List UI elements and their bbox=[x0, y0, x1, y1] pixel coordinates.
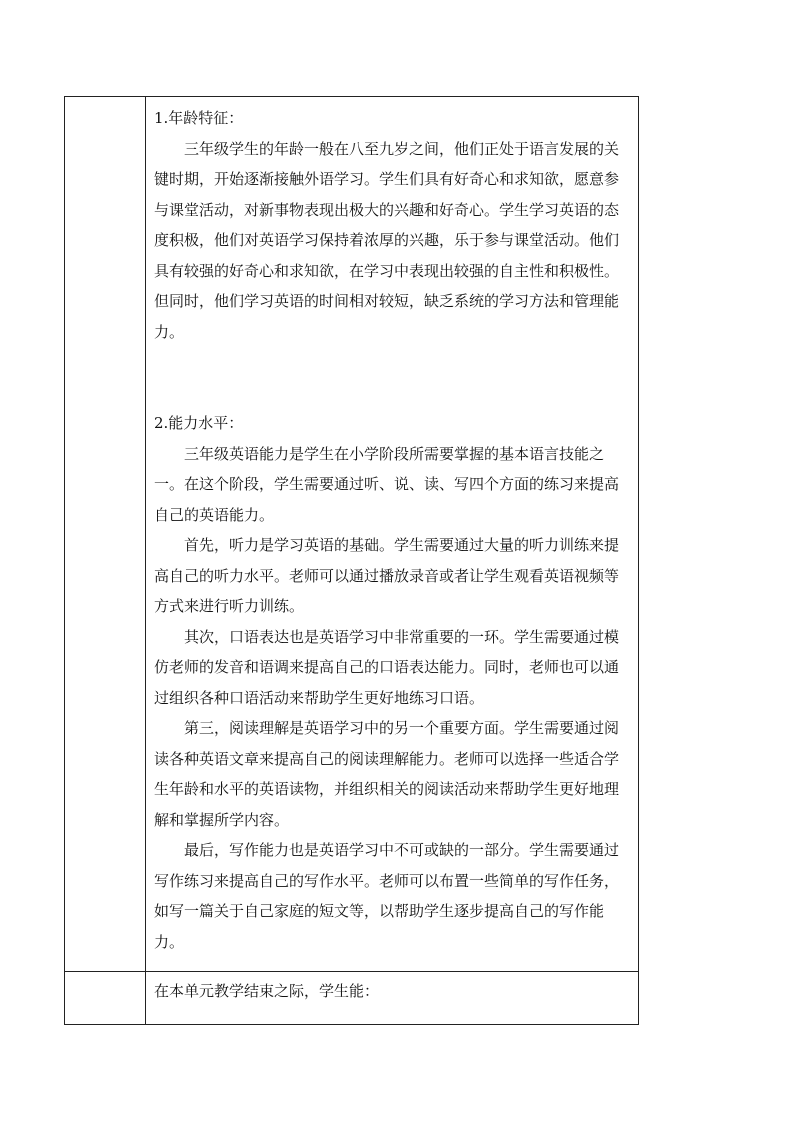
table-row-student-analysis bbox=[65, 97, 639, 972]
row-content-cell-objectives bbox=[146, 972, 639, 1025]
lesson-plan-table bbox=[64, 96, 639, 1025]
section-heading-ability: 2.能力水平： bbox=[154, 414, 244, 432]
row-label-cell bbox=[65, 97, 146, 972]
paragraph-ability-writing: 最后，写作能力也是英语学习中不可或缺的一部分。学生需要通过写作练习来提高自己的写作水平。老师可以布置一些简单的写作任务，如写一篇关于自己家庭的短文等，以帮助学生逐步提高自己的写作能力。 bbox=[154, 841, 620, 951]
row-content-cell bbox=[146, 97, 639, 972]
objectives-text: 在本单元教学结束之际，学生能： bbox=[154, 982, 380, 1000]
section-heading-age: 1.年龄特征： bbox=[154, 109, 244, 127]
paragraph-ability-speaking: 其次，口语表达也是英语学习中非常重要的一环。学生需要通过模仿老师的发音和语调来提高自己的口语表达能力。同时，老师也可以通过组织各种口语活动来帮助学生更好地练习口语。 bbox=[154, 627, 620, 707]
paragraph-ability-listening: 首先，听力是学习英语的基础。学生需要通过大量的听力训练来提高自己的听力水平。老师可以通过播放录音或者让学生观看英语视频等方式来进行听力训练。 bbox=[154, 536, 620, 615]
row-label-cell-empty bbox=[65, 972, 146, 1025]
paragraph-age-1: 三年级学生的年龄一般在八至九岁之间，他们正处于语言发展的关键时期，开始逐渐接触外语学习。学生们具有好奇心和求知欲，愿意参与课堂活动，对新事物表现出极大的兴趣和好奇心。学生学习英语的态度积极，他们对英语学习保持着浓厚的兴趣，乐于参与课堂活动。他们具有较强的好奇心和求知欲，在学习中表现出较强的自主性和积极性。但同时，他们学习英语的时间相对较短，缺乏系统的学习方法和管理能力。 bbox=[154, 139, 620, 341]
paragraph-ability-reading: 第三，阅读理解是英语学习中的另一个重要方面。学生需要通过阅读各种英语文章来提高自己的阅读理解能力。老师可以选择一些适合学生年龄和水平的英语读物，并组织相关的阅读活动来帮助学生更好地理解和掌握所学内容。 bbox=[154, 719, 620, 829]
blank-spacer bbox=[154, 347, 630, 408]
paragraph-ability-1: 三年级英语能力是学生在小学阶段所需要掌握的基本语言技能之一。在这个阶段，学生需要通过听、说、读、写四个方面的练习来提高自己的英语能力。 bbox=[154, 444, 620, 524]
student-analysis-content bbox=[146, 97, 638, 963]
table-row-objectives bbox=[65, 972, 639, 1025]
